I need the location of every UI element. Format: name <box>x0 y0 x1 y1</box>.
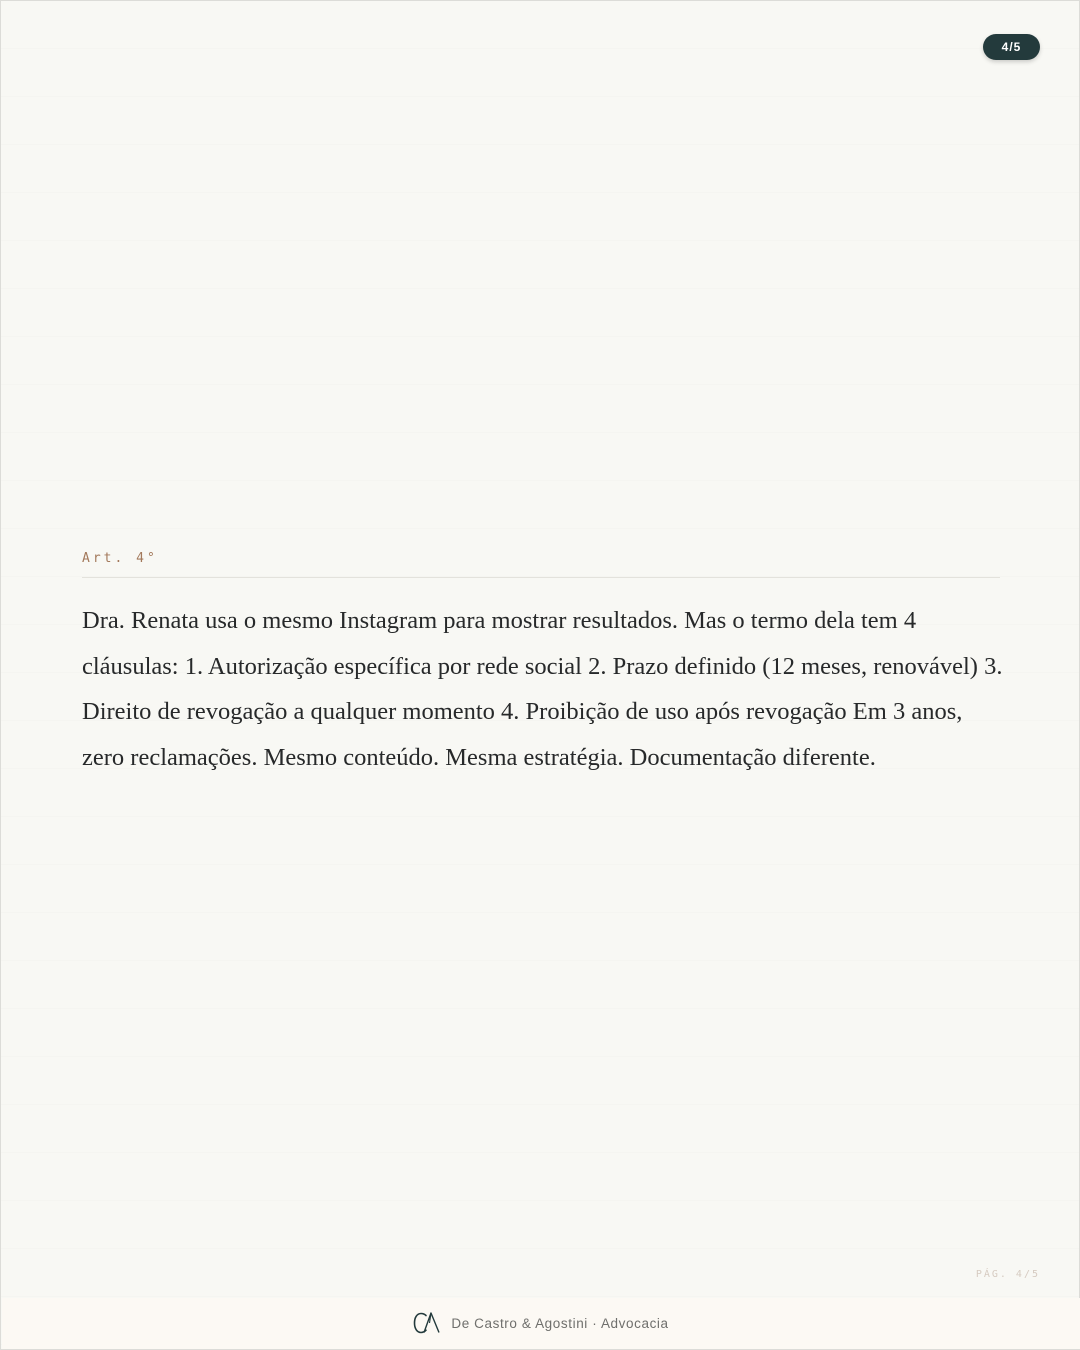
firm-name: De Castro & Agostini · Advocacia <box>451 1315 669 1331</box>
page-indicator-badge: 4/5 <box>983 34 1040 60</box>
article-divider <box>82 577 1000 578</box>
footer-bar <box>2 1298 1080 1349</box>
firm-logo-icon <box>413 1311 441 1335</box>
article-label: Art. 4° <box>82 551 158 566</box>
page-number-footer: PÁG. 4/5 <box>975 1269 1040 1280</box>
article-body-text: Dra. Renata usa o mesmo Instagram para mostrar resultados. Mas o termo dela tem 4 cláusulas: 1. Autorização específica por rede social 2. Prazo definido (12 meses, renovável) 3. Direito de revogação a qualquer momento 4. Proibição de uso após revogação Em 3 anos, zero reclamações. Mesmo conteúdo. Mesma estratégia. Documentação diferente. <box>82 607 1003 771</box>
footer-content <box>413 1311 668 1335</box>
